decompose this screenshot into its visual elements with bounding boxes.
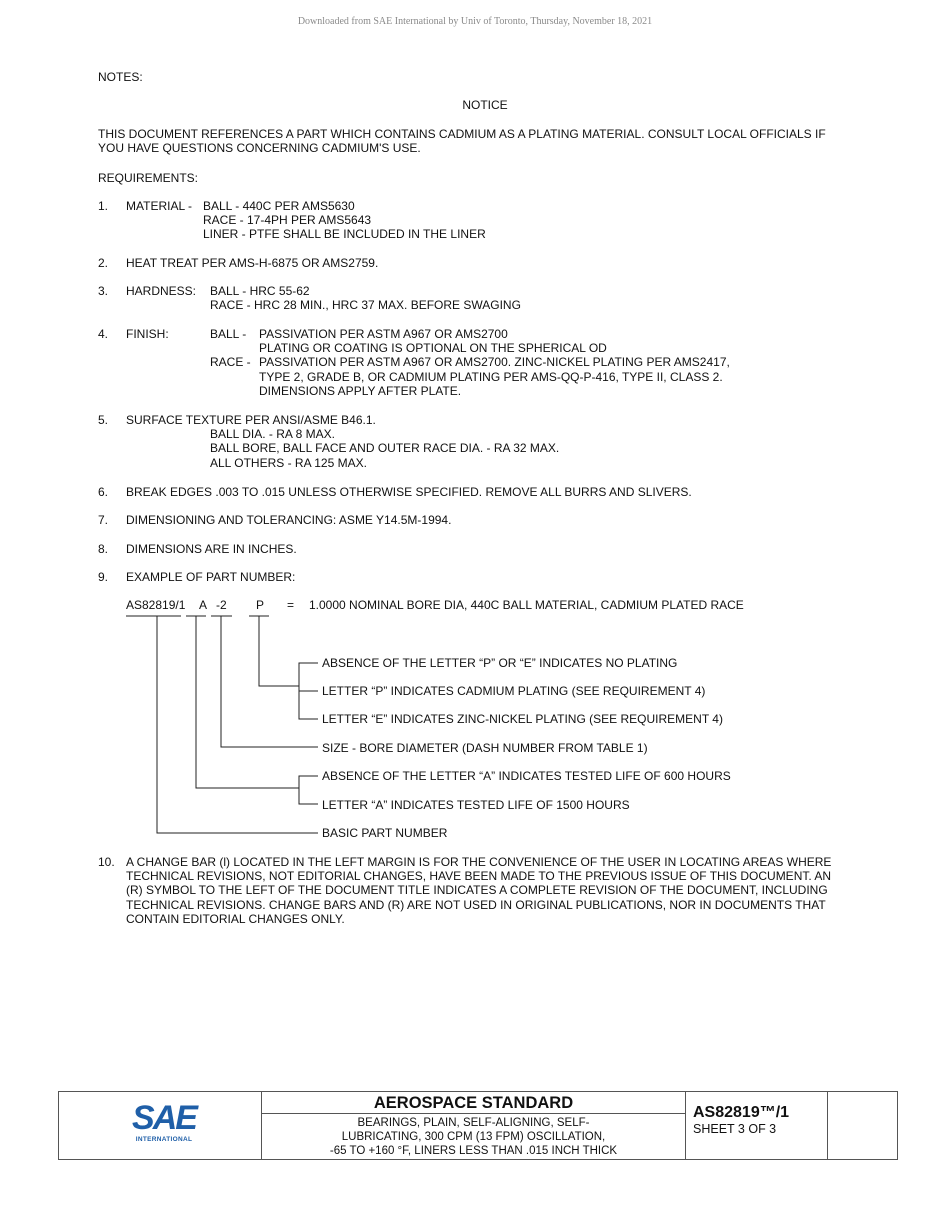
logo-cell: [58, 1091, 262, 1160]
req2-text: HEAT TREAT PER AMS-H-6875 OR AMS2759.: [126, 256, 379, 270]
req4-number: 4.: [98, 327, 109, 341]
doc-number-cell: [685, 1091, 828, 1160]
subtitle-cell: [261, 1113, 686, 1160]
req4-ball-line: PASSIVATION PER ASTM A967 OR AMS2700: [259, 327, 508, 341]
notes-label: NOTES:: [98, 70, 143, 84]
req10-line: CONTAIN EDITORIAL CHANGES ONLY.: [126, 912, 345, 926]
req5-line: BALL BORE, BALL FACE AND OUTER RACE DIA. - RA 32 MAX.: [210, 441, 560, 455]
sheet-number: SHEET 3 OF 3: [693, 1122, 777, 1136]
req4-race-line: TYPE 2, GRADE B, OR CADMIUM PLATING PER AMS-QQ-P-416, TYPE II, CLASS 2.: [259, 370, 723, 384]
sae-logo-sub: INTERNATIONAL: [135, 1136, 193, 1143]
req5-line: ALL OTHERS - RA 125 MAX.: [210, 456, 367, 470]
part-number-plating: P: [256, 598, 265, 612]
req2-number: 2.: [98, 256, 109, 270]
req4-race-label: RACE -: [210, 355, 251, 369]
req5-number: 5.: [98, 413, 109, 427]
req4-race-line: PASSIVATION PER ASTM A967 OR AMS2700. ZINC-NICKEL PLATING PER AMS2417,: [259, 355, 730, 369]
part-number-a: A: [199, 598, 208, 612]
req10-line: TECHNICAL REVISIONS, NOT EDITORIAL CHANGES, HAVE BEEN MADE TO THE PREVIOUS ISSUE OF THIS DOCUMENT. AN: [126, 869, 832, 883]
label-no-plating: ABSENCE OF THE LETTER “P” OR “E” INDICATES NO PLATING: [322, 656, 678, 670]
req3-line: BALL - HRC 55-62: [210, 284, 310, 298]
title-cell: [261, 1091, 686, 1114]
part-number-equals: =: [287, 598, 295, 612]
req3-number: 3.: [98, 284, 109, 298]
doc-number: AS82819™/1: [693, 1104, 790, 1121]
req1-line: BALL - 440C PER AMS5630: [203, 199, 355, 213]
document-type-title: AEROSPACE STANDARD: [373, 1094, 574, 1112]
req5-line: BALL DIA. - RA 8 MAX.: [210, 427, 335, 441]
requirements-label: REQUIREMENTS:: [98, 171, 199, 185]
label-size-bore: SIZE - BORE DIAMETER (DASH NUMBER FROM TABLE 1): [322, 741, 648, 755]
label-cadmium-plating: LETTER “P” INDICATES CADMIUM PLATING (SEE REQUIREMENT 4): [322, 684, 706, 698]
req4-ball-line: PLATING OR COATING IS OPTIONAL ON THE SPHERICAL OD: [259, 341, 607, 355]
req9-number: 9.: [98, 570, 109, 584]
req10-line: TECHNICAL REVISIONS. CHANGE BARS AND (R) ARE NOT USED IN ORIGINAL PUBLICATIONS, NOR IN DOCUMENTS THAT: [126, 898, 826, 912]
req4-ball-label: BALL -: [210, 327, 247, 341]
notice-line-1: THIS DOCUMENT REFERENCES A PART WHICH CONTAINS CADMIUM AS A PLATING MATERIAL. CONSULT LOCAL OFFICIALS IF: [98, 127, 826, 141]
req9-text: EXAMPLE OF PART NUMBER:: [126, 570, 296, 584]
part-number-base: AS82819/1: [126, 598, 186, 612]
req6-number: 6.: [98, 485, 109, 499]
req7-text: DIMENSIONING AND TOLERANCING: ASME Y14.5M-1994.: [126, 513, 452, 527]
title-block: [58, 1091, 898, 1160]
label-basic-part-number: BASIC PART NUMBER: [322, 826, 448, 840]
download-note: Downloaded from SAE International by Univ of Toronto, Thursday, November 18, 2021: [297, 16, 653, 27]
req4-label: FINISH:: [126, 327, 169, 341]
part-number-description: 1.0000 NOMINAL BORE DIA, 440C BALL MATERIAL, CADMIUM PLATED RACE: [309, 598, 744, 612]
notice-title: NOTICE: [462, 98, 508, 112]
req1-line: RACE - 17-4PH PER AMS5643: [203, 213, 372, 227]
req10-line: A CHANGE BAR (l) LOCATED IN THE LEFT MARGIN IS FOR THE CONVENIENCE OF THE USER IN LOCATING AREAS WHERE: [126, 855, 832, 869]
req10-line: (R) SYMBOL TO THE LEFT OF THE DOCUMENT TITLE INDICATES A COMPLETE REVISION OF THE DOCUMENT, INCLUDING: [126, 883, 828, 897]
req4-race-line: DIMENSIONS APPLY AFTER PLATE.: [259, 384, 462, 398]
req3-line: RACE - HRC 28 MIN., HRC 37 MAX. BEFORE SWAGING: [210, 298, 521, 312]
subtitle-line: -65 TO +160 °F, LINERS LESS THAN .015 INCH THICK: [329, 1145, 618, 1157]
subtitle-line: LUBRICATING, 300 CPM (13 FPM) OSCILLATION,: [341, 1131, 606, 1143]
sae-logo-text: SAE: [132, 1099, 196, 1137]
req10-number: 10.: [98, 855, 115, 869]
part-number-size: -2: [216, 598, 227, 612]
revision-cell: [827, 1091, 898, 1160]
label-600-hours: ABSENCE OF THE LETTER “A” INDICATES TESTED LIFE OF 600 HOURS: [322, 769, 731, 783]
req8-number: 8.: [98, 542, 109, 556]
req1-line: LINER - PTFE SHALL BE INCLUDED IN THE LINER: [203, 227, 486, 241]
req6-text: BREAK EDGES .003 TO .015 UNLESS OTHERWISE SPECIFIED. REMOVE ALL BURRS AND SLIVERS.: [126, 485, 692, 499]
req3-label: HARDNESS:: [126, 284, 197, 298]
req1-label: MATERIAL -: [126, 199, 193, 213]
req7-number: 7.: [98, 513, 109, 527]
req5-text: SURFACE TEXTURE PER ANSI/ASME B46.1.: [126, 413, 376, 427]
label-zinc-nickel-plating: LETTER “E” INDICATES ZINC-NICKEL PLATING (SEE REQUIREMENT 4): [322, 712, 723, 726]
req8-text: DIMENSIONS ARE IN INCHES.: [126, 542, 297, 556]
subtitle-line: BEARINGS, PLAIN, SELF-ALIGNING, SELF-: [357, 1117, 590, 1129]
notice-line-2: YOU HAVE QUESTIONS CONCERNING CADMIUM'S USE.: [98, 141, 421, 155]
label-1500-hours: LETTER “A” INDICATES TESTED LIFE OF 1500 HOURS: [322, 798, 630, 812]
req1-number: 1.: [98, 199, 109, 213]
sae-logo: [119, 1100, 209, 1150]
